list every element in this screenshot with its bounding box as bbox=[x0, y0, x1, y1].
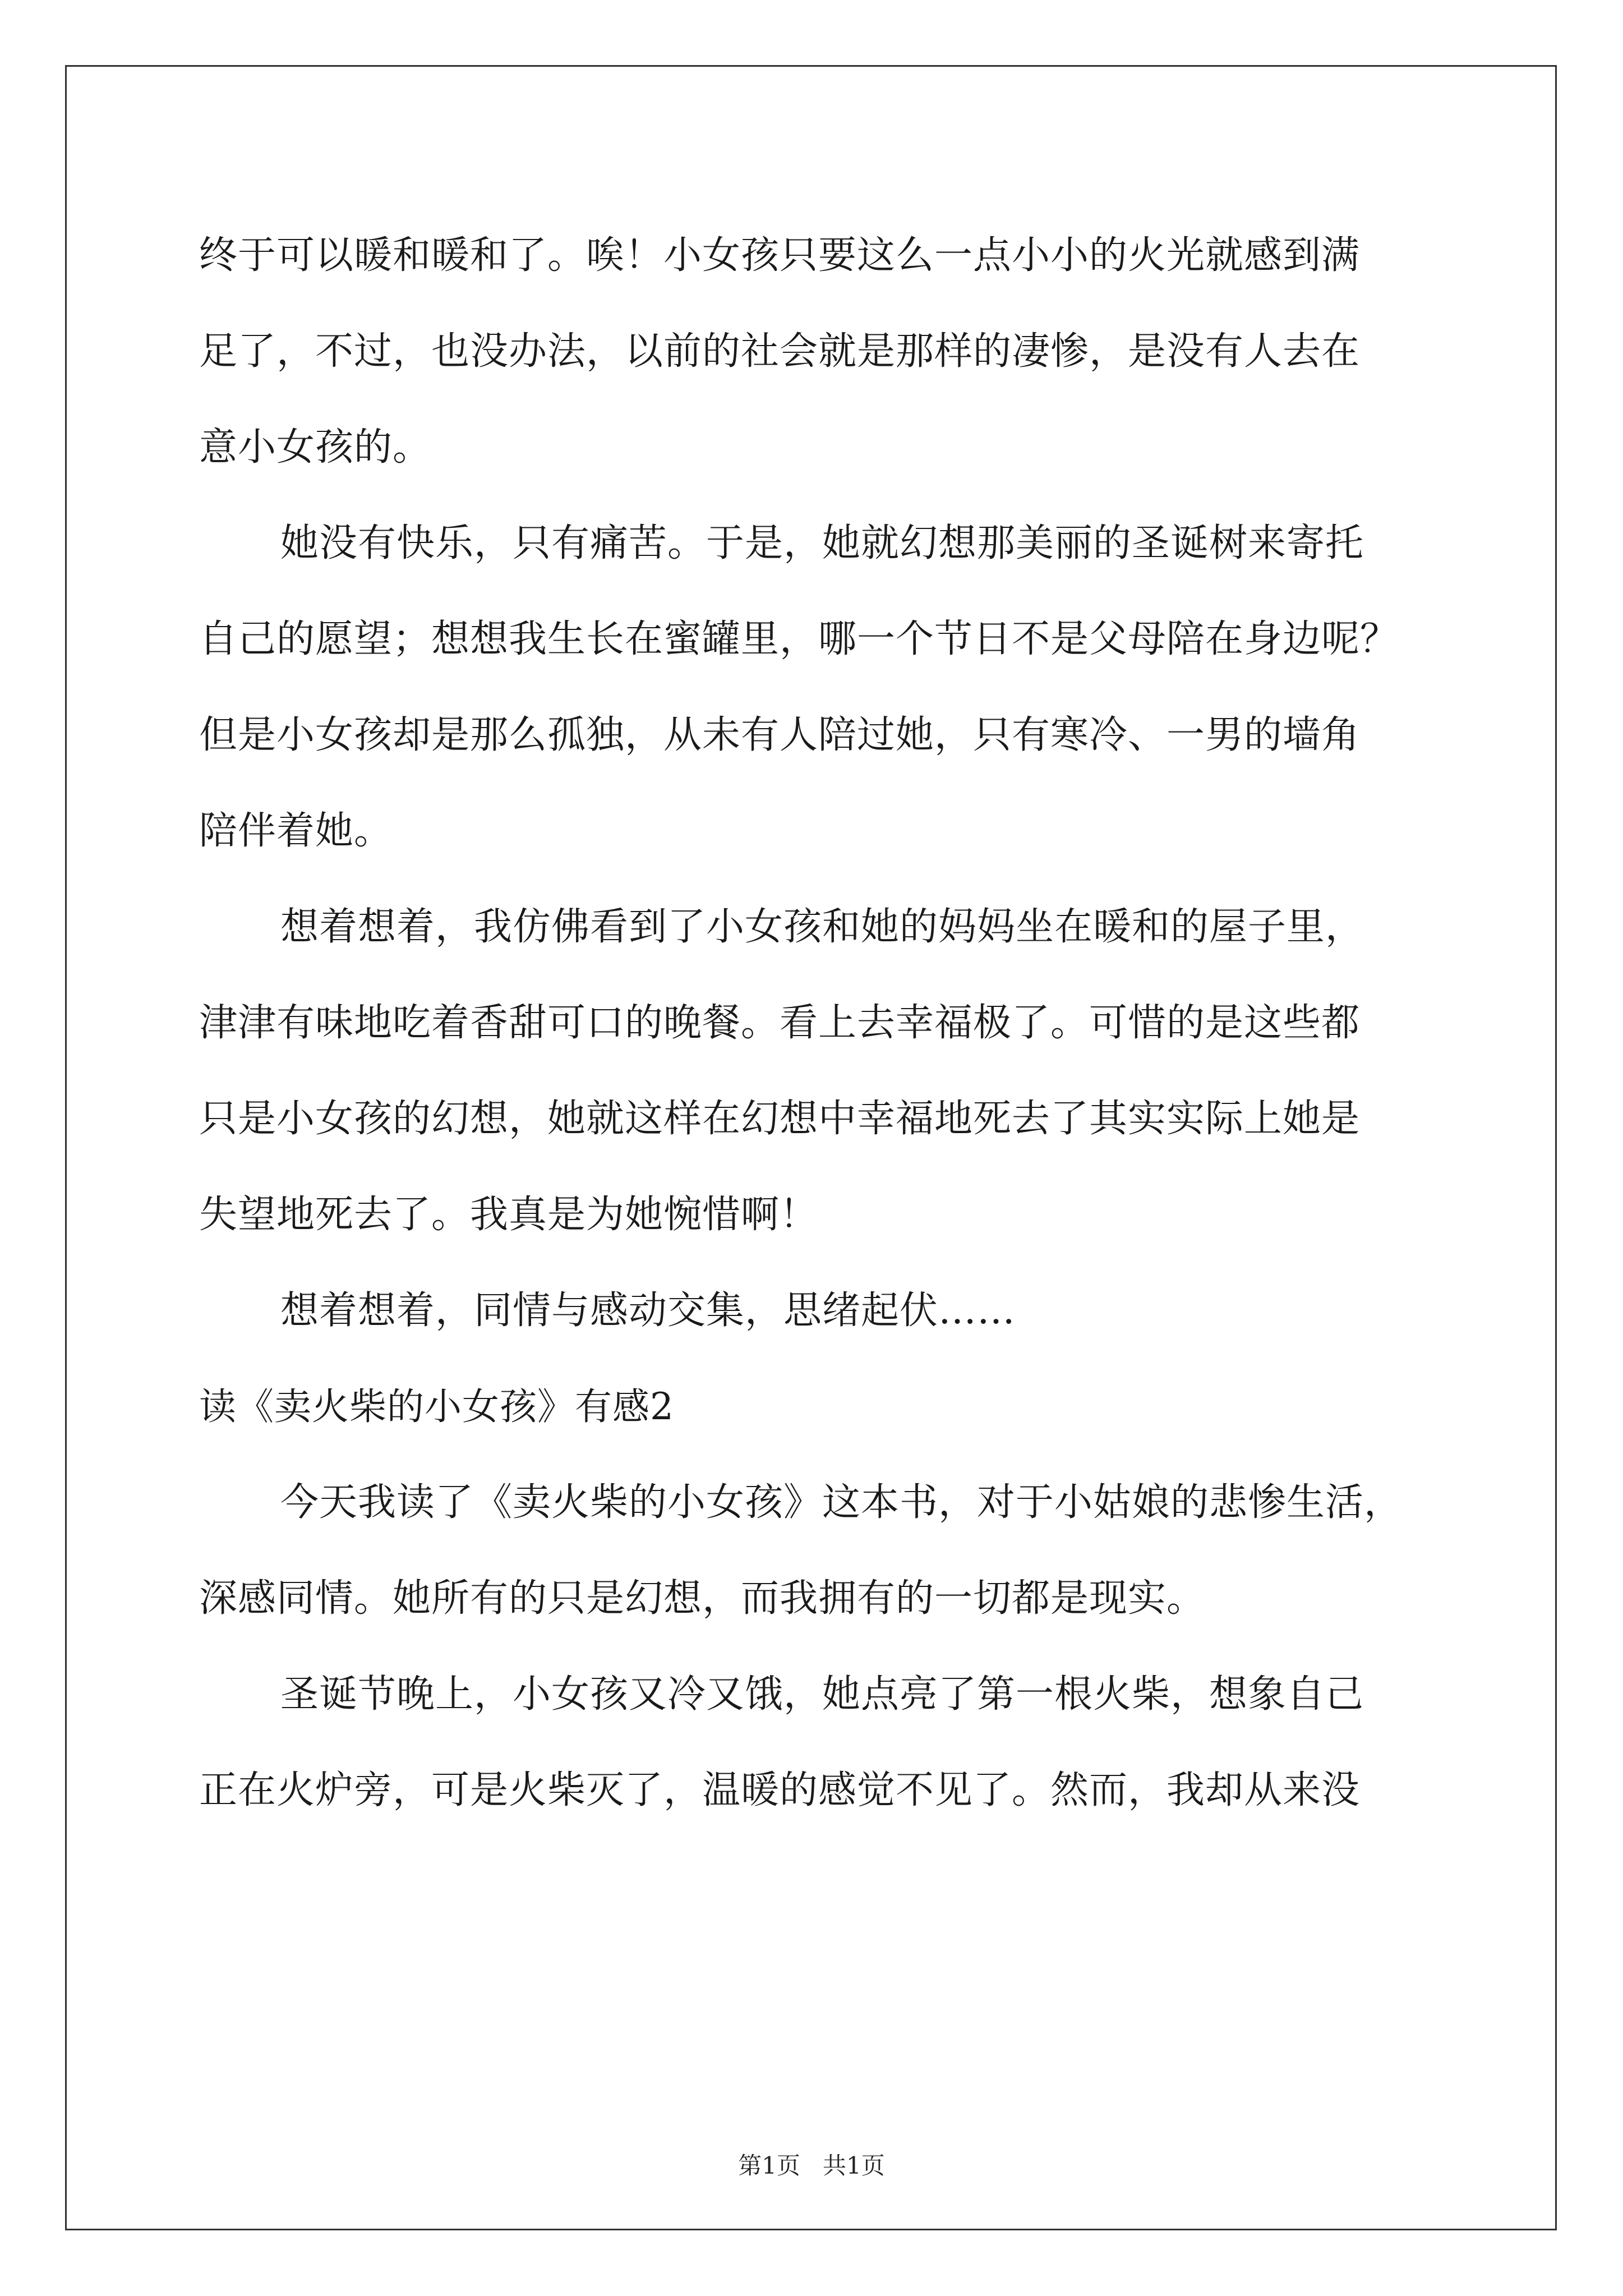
paragraph-start-line: 想着想着，我仿佛看到了小女孩和她的妈妈坐在暖和的屋子里， bbox=[280, 905, 1364, 949]
text-line: 自己的愿望；想想我生长在蜜罐里，哪一个节日不是父母陪在身边呢？ bbox=[199, 617, 1399, 661]
text-line: 深感同情。她所有的只是幻想，而我拥有的一切都是现实。 bbox=[199, 1576, 1206, 1621]
text-line: 失望地死去了。我真是为她惋惜啊！ bbox=[199, 1193, 819, 1237]
text-line: 只是小女孩的幻想，她就这样在幻想中幸福地死去了其实实际上她是 bbox=[199, 1097, 1361, 1141]
text-line: 但是小女孩却是那么孤独，从未有人陪过她，只有寒冷、一男的墙角 bbox=[199, 713, 1361, 757]
text-line: 津津有味地吃着香甜可口的晚餐。看上去幸福极了。可惜的是这些都 bbox=[199, 1001, 1361, 1045]
text-line: 足了，不过，也没办法，以前的社会就是那样的凄惨，是没有人去在 bbox=[199, 329, 1361, 374]
document-body bbox=[199, 208, 1433, 1838]
text-line: 终于可以暖和暖和了。唉！小女孩只要这么一点小小的火光就感到满 bbox=[199, 233, 1361, 278]
paragraph-start-line: 圣诞节晚上，小女孩又冷又饿，她点亮了第一根火柴，想象自己 bbox=[280, 1672, 1364, 1717]
section-heading: 读《卖火柴的小女孩》有感2 bbox=[199, 1385, 674, 1428]
paragraph-start-line: 想着想着，同情与感动交集，思绪起伏…… bbox=[280, 1289, 1016, 1333]
paragraph-start-line: 她没有快乐，只有痛苦。于是，她就幻想那美丽的圣诞树来寄托 bbox=[280, 521, 1364, 565]
text-line: 意小女孩的。 bbox=[199, 425, 432, 470]
page-total: 共1页 bbox=[823, 2152, 885, 2179]
text-line: 陪伴着她。 bbox=[199, 809, 393, 853]
page-number: 第1页 bbox=[738, 2152, 800, 2179]
paragraph-start-line: 今天我读了《卖火柴的小女孩》这本书，对于小姑娘的悲惨生活， bbox=[280, 1480, 1403, 1525]
text-line: 正在火炉旁，可是火柴灭了，温暖的感觉不见了。然而，我却从来没 bbox=[199, 1768, 1361, 1812]
page-footer bbox=[0, 2147, 1623, 2181]
